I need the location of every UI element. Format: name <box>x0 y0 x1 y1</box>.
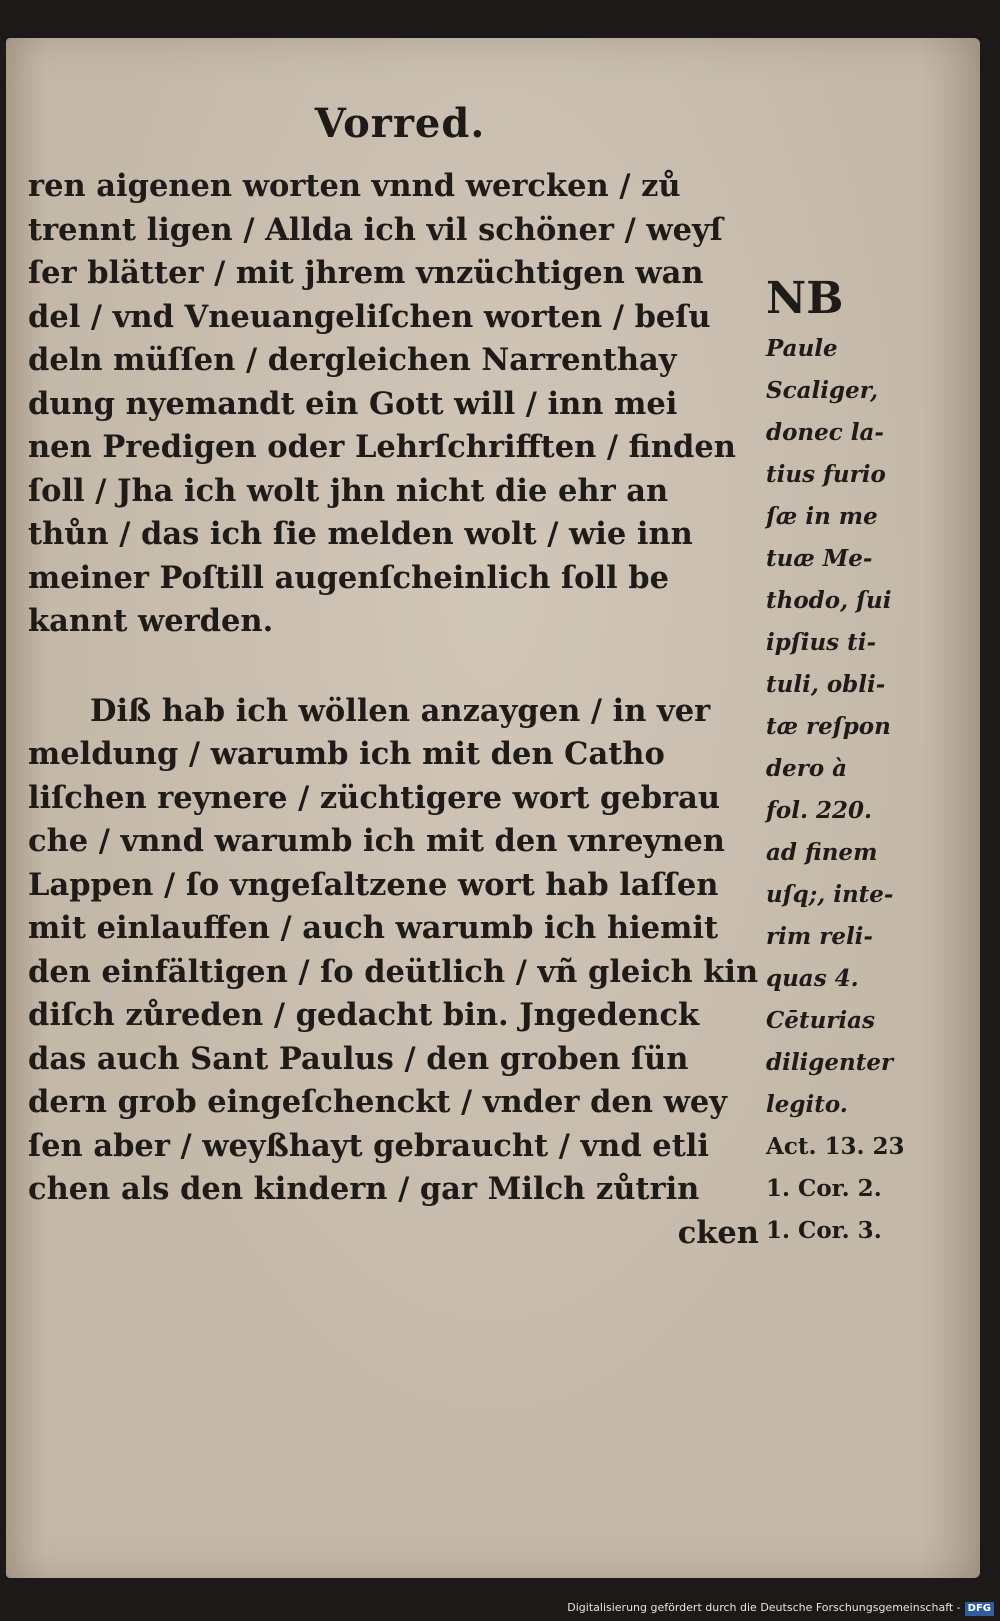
credit-text: Digitalisierung gefördert durch die Deutsche Forschungsgemeinschaft - <box>567 1601 961 1614</box>
margin-note-line: ſæ in me <box>766 503 878 530</box>
text-line: meiner Poſtill augenſcheinlich ſoll be <box>28 559 669 596</box>
margin-note-line: tuli, obli- <box>766 671 886 698</box>
text-line: Lappen / ſo vngeſaltzene wort hab laſſen <box>28 866 719 903</box>
text-line: liſchen reynere / züchtigere wort gebrau <box>28 779 721 816</box>
text-line: ren aigenen worten vnnd wercken / zů <box>28 168 681 204</box>
text-line: kannt werden. <box>28 603 274 639</box>
marginal-notes <box>766 270 916 1252</box>
margin-note-line: Paule <box>766 335 838 362</box>
margin-note-line: tius furio <box>766 461 886 488</box>
margin-note-line: legito. <box>766 1091 848 1118</box>
text-line: che / vnnd warumb ich mit den vnreynen <box>28 823 725 859</box>
margin-note-line: thodo, ſui <box>766 587 892 614</box>
scripture-reference: 1. Cor. 2. <box>766 1175 882 1202</box>
margin-note-line: tuæ Me- <box>766 545 873 572</box>
text-line: den einfältigen / ſo deütlich / vñ gleich kin <box>28 953 759 990</box>
margin-note-line: rim reli- <box>766 923 873 950</box>
dfg-logo-icon: DFG <box>965 1602 994 1616</box>
scripture-reference: 1. Cor. 3. <box>766 1217 882 1244</box>
paragraph-gap <box>28 644 773 690</box>
text-line: nen Predigen oder Lehrſchrifften / finden <box>28 429 736 465</box>
text-line: diſch zůreden / gedacht bin. Jngedenck <box>28 997 700 1033</box>
margin-note-line: diligenter <box>766 1049 894 1076</box>
main-text-block <box>28 165 773 1255</box>
margin-note-line: quas 4. <box>766 965 859 992</box>
catchword: cken <box>677 1214 759 1251</box>
text-line: chen als den kindern / gar Milch zůtrin <box>28 1171 700 1207</box>
text-line: dern grob eingeſchenckt / vnder den wey <box>28 1084 728 1120</box>
text-line: meldung / warumb ich mit den Catho <box>28 736 665 772</box>
text-line: Diß hab ich wöllen anzaygen / in ver <box>90 692 711 729</box>
digitization-credit <box>0 1598 994 1618</box>
running-head: Vorred. <box>314 100 486 147</box>
margin-note-line: Cēturias <box>766 1007 875 1034</box>
scripture-reference: Act. 13. 23 <box>766 1133 905 1160</box>
margin-note-line: dero à <box>766 755 848 782</box>
text-line: ſer blätter / mit jhrem vnzüchtigen wan <box>28 255 704 291</box>
margin-note-line: fol. 220. <box>766 797 873 824</box>
text-line: mit einlauffen / auch warumb ich hiemit <box>28 910 719 946</box>
text-line: trennt ligen / Allda ich vil schöner / weyſ <box>28 211 723 248</box>
margin-note-line: uſq;, inte- <box>766 881 894 908</box>
text-line: dung nyemandt ein Gott will / inn mei <box>28 385 678 422</box>
text-line: deln müſſen / dergleichen Narrenthay <box>28 342 677 378</box>
margin-note-line: tæ reſpon <box>766 713 891 740</box>
nota-bene-mark: NB <box>766 273 844 324</box>
text-line: ſen aber / weyßhayt gebraucht / vnd etli <box>28 1127 709 1164</box>
text-line: das auch Sant Paulus / den groben ſün <box>28 1040 689 1077</box>
margin-note-line: Scaliger, <box>766 377 879 404</box>
margin-note-line: ipſius ti- <box>766 629 877 656</box>
text-line: ſoll / Jha ich wolt jhn nicht die ehr an <box>28 472 669 509</box>
margin-note-line: ad finem <box>766 839 878 866</box>
margin-note-line: donec la- <box>766 419 884 446</box>
text-line: thůn / das ich ſie melden wolt / wie inn <box>28 516 693 552</box>
text-line: del / vnd Vneuangeliſchen worten / beſu <box>28 298 711 335</box>
